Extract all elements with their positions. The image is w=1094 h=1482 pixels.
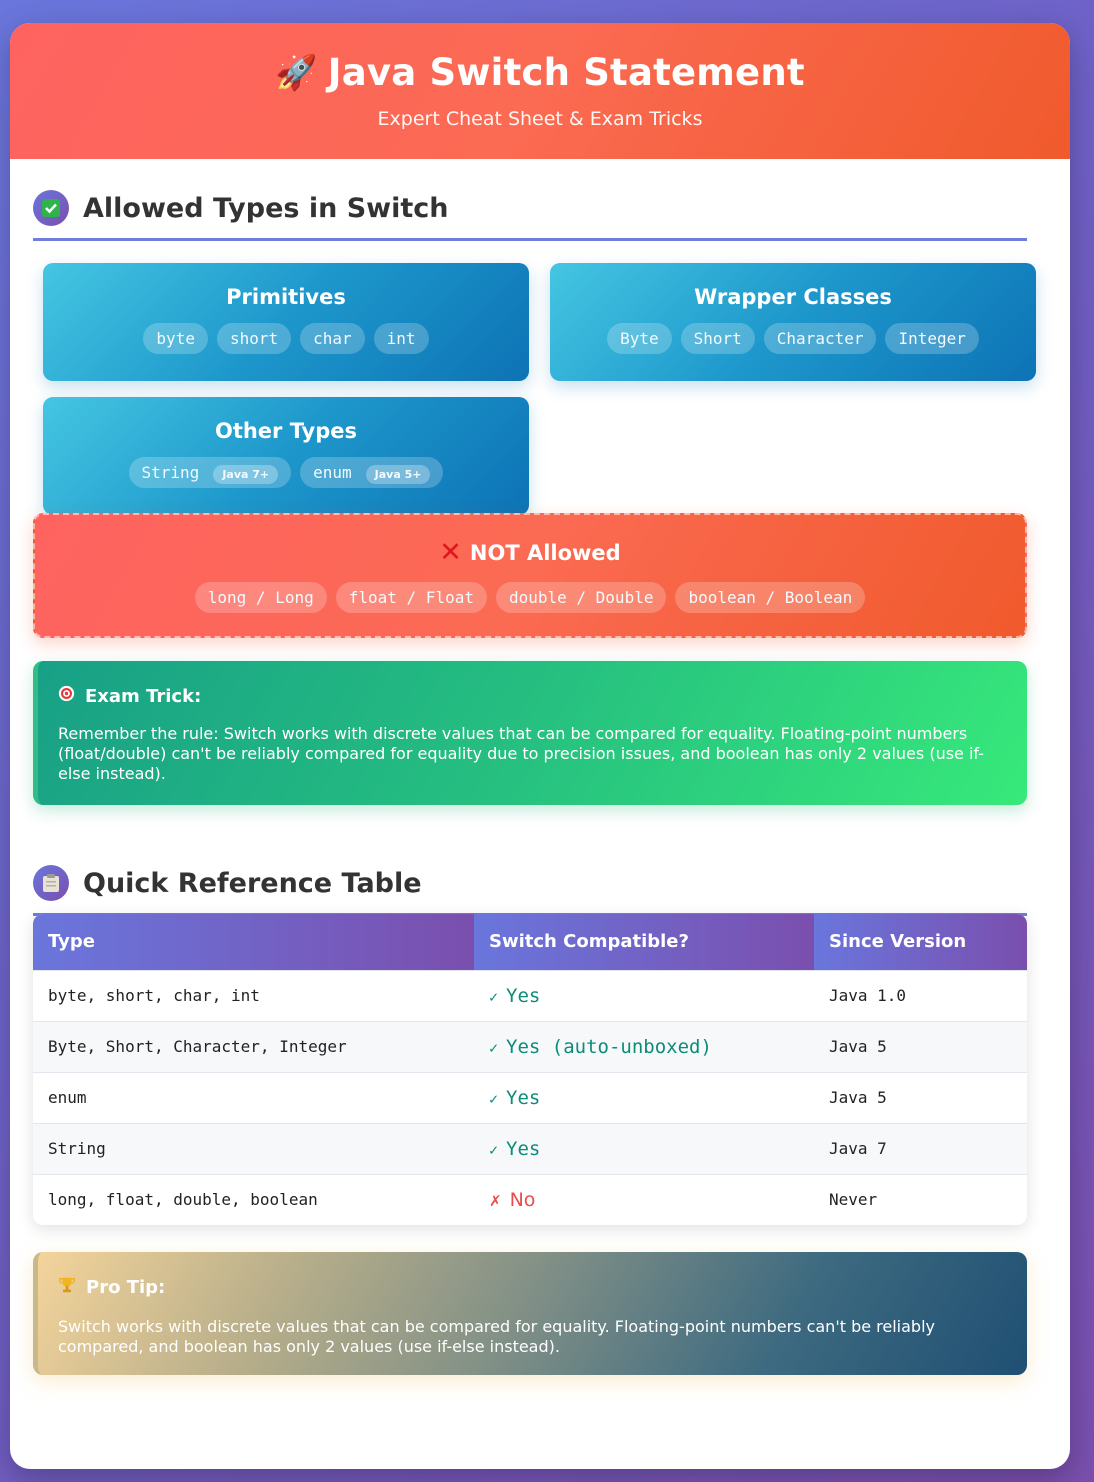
forbidden-type-chip: double / Double — [496, 582, 667, 613]
cell-type: byte, short, char, int — [48, 986, 260, 1005]
forbidden-type-chip: long / Long — [195, 582, 327, 613]
exam-trick-text: Remember the rule: Switch works with discrete values that can be compared for equality. Floating-point numbers (float/double) can't be reliably compared for equality due to precision issues, and boolean has only 2 values (use if-else instead). — [58, 724, 984, 783]
type-chip — [129, 457, 292, 488]
wrapper-classes-box — [550, 263, 1036, 381]
trophy-icon — [58, 1276, 76, 1299]
cell-type: String — [48, 1139, 106, 1158]
rocket-icon: 🚀 — [275, 52, 318, 93]
not-allowed-heading — [35, 537, 1025, 568]
primitives-title: Primitives — [226, 285, 346, 309]
cell-compatible — [474, 1123, 814, 1174]
cell-compatible — [474, 1174, 814, 1225]
type-chip: Short — [681, 323, 755, 354]
other-types-box — [43, 397, 529, 515]
target-icon — [58, 685, 75, 707]
cell-since: Java 5 — [829, 1037, 887, 1056]
cell-since: Java 7 — [829, 1139, 887, 1158]
check-icon: ✓ — [489, 1038, 499, 1057]
column-header-since: Since Version — [814, 914, 1027, 970]
cell-compatible-text: Yes — [506, 984, 541, 1007]
type-chip: short — [217, 323, 291, 354]
cell-since: Java 5 — [829, 1088, 887, 1107]
table-row — [33, 1174, 1027, 1225]
forbidden-type-chip: boolean / Boolean — [675, 582, 865, 613]
table-row — [33, 1072, 1027, 1123]
type-chip: char — [300, 323, 365, 354]
type-chip — [300, 457, 443, 488]
not-allowed-title: NOT Allowed — [469, 540, 621, 565]
type-chip-label: enum — [313, 463, 352, 482]
version-badge: Java 7+ — [213, 465, 278, 484]
table-row — [33, 970, 1027, 1021]
page-title — [10, 23, 1070, 94]
cell-compatible-text: Yes — [506, 1086, 541, 1109]
table-row — [33, 1021, 1027, 1072]
column-header-type: Type — [33, 914, 474, 970]
allowed-section-title: Allowed Types in Switch — [83, 192, 449, 224]
other-types-title: Other Types — [214, 419, 358, 443]
not-allowed-box — [33, 513, 1027, 638]
cell-compatible — [474, 1072, 814, 1123]
reference-section-header — [33, 865, 1027, 916]
check-icon: ✓ — [489, 1140, 499, 1159]
type-chip-label: String — [141, 463, 200, 482]
table-header-row — [33, 914, 1027, 970]
type-chip: Integer — [885, 323, 978, 354]
cell-type: enum — [48, 1088, 87, 1107]
exam-trick-box — [33, 661, 1027, 805]
type-chip: byte — [143, 323, 208, 354]
cross-mark-icon: ✕ — [439, 537, 462, 568]
header — [10, 23, 1070, 159]
column-header-compatible: Switch Compatible? — [474, 914, 814, 970]
type-chip: Byte — [607, 323, 672, 354]
exam-trick-title: Exam Trick: — [85, 685, 202, 707]
primitives-box — [43, 263, 529, 381]
cell-compatible-text: Yes (auto-unboxed) — [506, 1035, 712, 1058]
forbidden-type-chip: float / Float — [336, 582, 487, 613]
checkmark-icon — [33, 190, 69, 226]
cell-type: long, float, double, boolean — [48, 1190, 318, 1210]
cross-icon: ✗ — [489, 1191, 502, 1210]
cell-compatible — [474, 970, 814, 1021]
clipboard-icon — [33, 865, 69, 901]
pro-tip-title: Pro Tip: — [86, 1277, 166, 1298]
reference-section-title: Quick Reference Table — [83, 867, 422, 899]
type-chip: int — [374, 323, 429, 354]
cell-compatible-text: No — [509, 1188, 536, 1211]
check-icon: ✓ — [489, 1089, 499, 1108]
table-row — [33, 1123, 1027, 1174]
page-subtitle: Expert Cheat Sheet & Exam Tricks — [377, 108, 703, 130]
cell-compatible-text: Yes — [506, 1137, 541, 1160]
wrapper-classes-title: Wrapper Classes — [694, 285, 892, 309]
version-badge: Java 5+ — [366, 465, 431, 484]
type-chip: Character — [764, 323, 877, 354]
check-icon: ✓ — [489, 987, 499, 1006]
cell-type: Byte, Short, Character, Integer — [48, 1037, 347, 1056]
cell-since: Never — [829, 1190, 878, 1210]
pro-tip-text: Switch works with discrete values that can be compared for equality. Floating-point numbers can't be reliably compared, and boolean has only 2 values (use if-else instead). — [58, 1317, 935, 1356]
pro-tip-box — [33, 1252, 1027, 1375]
cell-since: Java 1.0 — [829, 986, 907, 1005]
page-title-text: Java Switch Statement — [327, 51, 805, 94]
allowed-section-header — [33, 190, 1027, 241]
pro-tip-heading — [58, 1276, 1007, 1299]
cell-compatible — [474, 1021, 814, 1072]
exam-trick-heading — [58, 685, 1007, 707]
reference-table — [33, 914, 1027, 1225]
